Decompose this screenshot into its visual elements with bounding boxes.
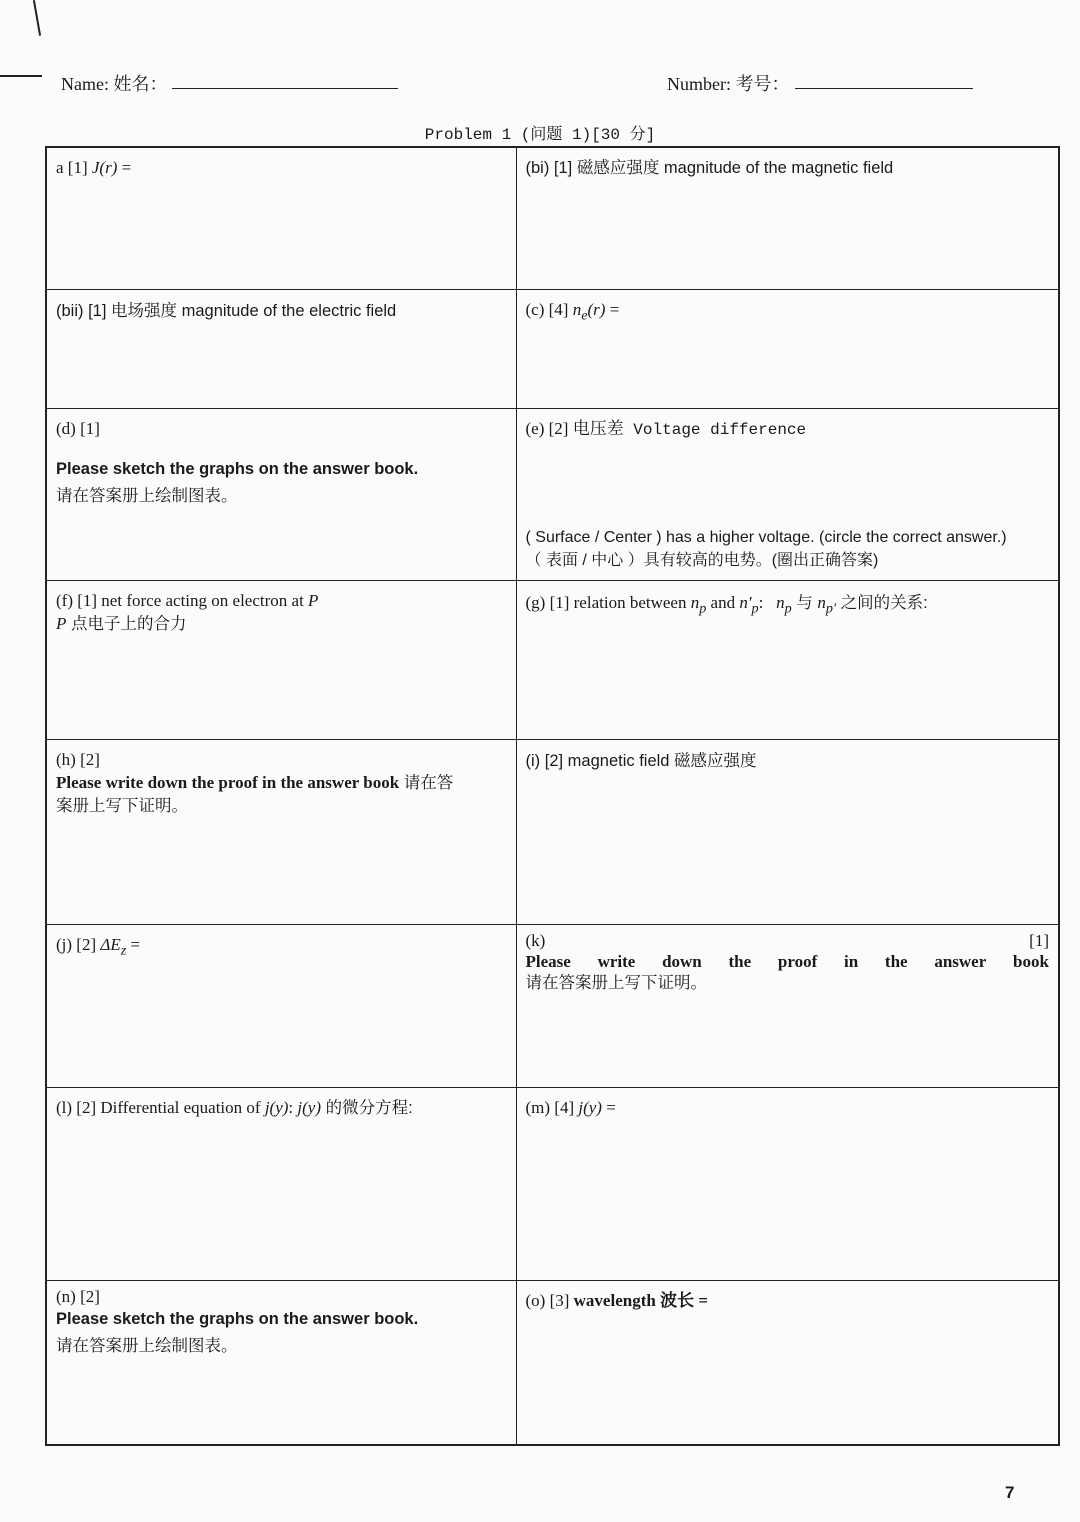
number-label: Number: 考号： — [667, 74, 790, 94]
scan-mark-top — [33, 0, 41, 36]
cell-k[interactable]: (k) [1] Please write down the proof in the answer book 请在答案册上写下证明。 — [516, 924, 1059, 1087]
problem-title: Problem 1 (问题 1)[30 分] — [424, 126, 656, 144]
cell-d[interactable]: (d) [1] Please sketch the graphs on the answer book. 请在答案册上绘制图表。 — [46, 408, 516, 580]
cell-n[interactable]: (n) [2] Please sketch the graphs on the answer book. 请在答案册上绘制图表。 — [46, 1280, 516, 1445]
scan-mark-left — [0, 75, 42, 77]
page-number: 7 — [1005, 1483, 1015, 1502]
name-label: Name: 姓名： — [61, 74, 168, 94]
answer-grid — [45, 146, 1060, 1446]
cell-a[interactable]: a [1] J(r) = — [46, 147, 516, 289]
cell-e[interactable]: (e) [2] 电压差 Voltage difference ( Surface / Center ) has a higher voltage. (circle the correct answer.) （ 表面 / 中心 ）具有较高的电势。(圈出正确答案) — [516, 408, 1059, 580]
cell-j[interactable]: (j) [2] $\Delta E_z$ = — [46, 924, 516, 1087]
cell-bii[interactable]: (bii) [1] 电场强度 magnitude of the electric field — [46, 289, 516, 408]
cell-h[interactable]: (h) [2] Please write down the proof in the answer book 请在答 案册上写下证明。 — [46, 739, 516, 924]
cell-f[interactable]: (f) [1] net force acting on electron at P P 点电子上的合力 — [46, 580, 516, 739]
number-field[interactable] — [795, 88, 973, 89]
cell-g[interactable]: (g) [1] relation between $n_p$ and $n'_p$: $n_p$ 与 $n_{p'}$ 之间的关系: — [516, 580, 1059, 739]
cell-o[interactable]: (o) [3] wavelength 波长 = — [516, 1280, 1059, 1445]
cell-i[interactable]: (i) [2] magnetic field 磁感应强度 — [516, 739, 1059, 924]
name-field[interactable] — [172, 88, 398, 89]
cell-bi[interactable]: (bi) [1] 磁感应强度 magnitude of the magnetic field — [516, 147, 1059, 289]
cell-m[interactable]: (m) [4] j(y) = — [516, 1087, 1059, 1280]
cell-l[interactable]: (l) [2] Differential equation of j(y): j(y) 的微分方程: — [46, 1087, 516, 1280]
cell-c[interactable]: (c) [4] $n_e(r)$ = — [516, 289, 1059, 408]
